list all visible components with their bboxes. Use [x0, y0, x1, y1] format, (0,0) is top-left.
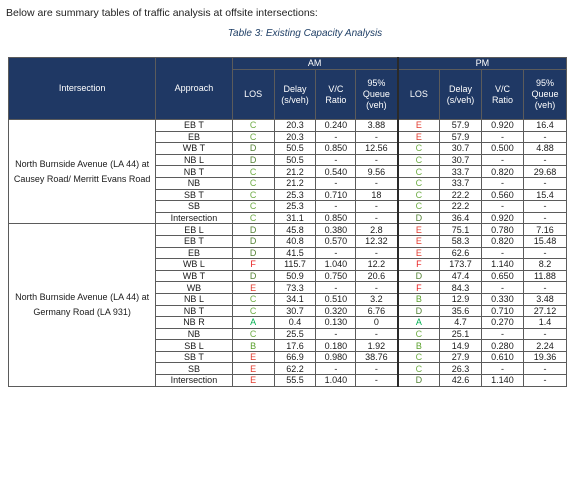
pm-los-cell: A: [398, 317, 440, 329]
pm-vc-cell: 0.820: [481, 235, 523, 247]
am-queue-cell: 3.2: [356, 293, 398, 305]
pm-delay-cell: 30.7: [440, 154, 482, 166]
header-am-queue: 95% Queue (veh): [356, 70, 398, 120]
header-approach: Approach: [156, 58, 232, 120]
am-vc-cell: 1.040: [316, 375, 356, 387]
am-queue-cell: 18: [356, 189, 398, 201]
pm-vc-cell: 0.280: [481, 340, 523, 352]
pm-delay-cell: 58.3: [440, 235, 482, 247]
am-delay-cell: 41.5: [274, 247, 316, 259]
pm-delay-cell: 33.7: [440, 177, 482, 189]
pm-los-cell: E: [398, 235, 440, 247]
am-queue-cell: -: [356, 154, 398, 166]
am-vc-cell: -: [316, 177, 356, 189]
pm-queue-cell: -: [523, 363, 566, 375]
am-vc-cell: 0.240: [316, 120, 356, 132]
am-delay-cell: 73.3: [274, 282, 316, 294]
pm-queue-cell: 11.88: [523, 270, 566, 282]
pm-delay-cell: 57.9: [440, 120, 482, 132]
pm-vc-cell: -: [481, 154, 523, 166]
approach-cell: NB: [156, 328, 232, 340]
pm-vc-cell: 0.330: [481, 293, 523, 305]
pm-vc-cell: 1.140: [481, 259, 523, 271]
am-vc-cell: 0.850: [316, 143, 356, 155]
header-am-los: LOS: [232, 70, 274, 120]
pm-vc-cell: 0.650: [481, 270, 523, 282]
am-vc-cell: -: [316, 154, 356, 166]
header-pm: PM: [398, 58, 567, 70]
pm-vc-cell: -: [481, 201, 523, 213]
am-los-cell: C: [232, 177, 274, 189]
am-los-cell: E: [232, 363, 274, 375]
am-los-cell: D: [232, 235, 274, 247]
pm-queue-cell: -: [523, 282, 566, 294]
pm-vc-cell: 1.140: [481, 375, 523, 387]
intro-text: Below are summary tables of traffic analysis at offsite intersections:: [6, 7, 318, 19]
pm-delay-cell: 4.7: [440, 317, 482, 329]
pm-vc-cell: 0.820: [481, 166, 523, 178]
pm-los-cell: C: [398, 351, 440, 363]
pm-vc-cell: -: [481, 363, 523, 375]
am-delay-cell: 20.3: [274, 120, 316, 132]
am-queue-cell: 2.8: [356, 224, 398, 236]
pm-los-cell: C: [398, 166, 440, 178]
pm-queue-cell: 1.4: [523, 317, 566, 329]
approach-cell: WB T: [156, 270, 232, 282]
pm-queue-cell: 4.88: [523, 143, 566, 155]
am-los-cell: E: [232, 375, 274, 387]
am-queue-cell: -: [356, 177, 398, 189]
am-queue-cell: 38.76: [356, 351, 398, 363]
am-vc-cell: 0.130: [316, 317, 356, 329]
am-delay-cell: 25.3: [274, 201, 316, 213]
table-row: [9, 120, 567, 132]
am-los-cell: C: [232, 120, 274, 132]
pm-los-cell: E: [398, 247, 440, 259]
am-queue-cell: 12.2: [356, 259, 398, 271]
am-queue-cell: 9.56: [356, 166, 398, 178]
am-vc-cell: 1.040: [316, 259, 356, 271]
pm-los-cell: E: [398, 224, 440, 236]
pm-delay-cell: 22.2: [440, 201, 482, 213]
pm-queue-cell: 8.2: [523, 259, 566, 271]
pm-queue-cell: 16.4: [523, 120, 566, 132]
header-pm-delay: Delay (s/veh): [440, 70, 482, 120]
approach-cell: EB: [156, 131, 232, 143]
am-queue-cell: 20.6: [356, 270, 398, 282]
header-am: AM: [232, 58, 398, 70]
header-pm-queue: 95% Queue (veh): [523, 70, 566, 120]
am-queue-cell: 12.56: [356, 143, 398, 155]
am-queue-cell: -: [356, 247, 398, 259]
am-delay-cell: 0.4: [274, 317, 316, 329]
approach-cell: EB L: [156, 224, 232, 236]
pm-delay-cell: 26.3: [440, 363, 482, 375]
am-delay-cell: 50.9: [274, 270, 316, 282]
pm-vc-cell: -: [481, 177, 523, 189]
pm-los-cell: C: [398, 143, 440, 155]
am-delay-cell: 25.3: [274, 189, 316, 201]
am-los-cell: C: [232, 189, 274, 201]
am-queue-cell: -: [356, 131, 398, 143]
am-los-cell: B: [232, 340, 274, 352]
am-los-cell: A: [232, 317, 274, 329]
am-vc-cell: -: [316, 363, 356, 375]
pm-queue-cell: 15.48: [523, 235, 566, 247]
approach-cell: Intersection: [156, 212, 232, 224]
pm-delay-cell: 25.1: [440, 328, 482, 340]
am-vc-cell: -: [316, 131, 356, 143]
am-queue-cell: -: [356, 375, 398, 387]
pm-vc-cell: 0.780: [481, 224, 523, 236]
am-vc-cell: 0.980: [316, 351, 356, 363]
approach-cell: SB T: [156, 189, 232, 201]
am-delay-cell: 55.5: [274, 375, 316, 387]
am-los-cell: C: [232, 201, 274, 213]
pm-delay-cell: 173.7: [440, 259, 482, 271]
pm-queue-cell: 15.4: [523, 189, 566, 201]
am-vc-cell: -: [316, 282, 356, 294]
pm-queue-cell: 29.68: [523, 166, 566, 178]
approach-cell: EB: [156, 247, 232, 259]
header-pm-los: LOS: [398, 70, 440, 120]
pm-los-cell: F: [398, 259, 440, 271]
am-delay-cell: 30.7: [274, 305, 316, 317]
pm-los-cell: C: [398, 154, 440, 166]
pm-vc-cell: -: [481, 282, 523, 294]
table-caption: Table 3: Existing Capacity Analysis: [227, 28, 383, 39]
pm-los-cell: E: [398, 131, 440, 143]
pm-delay-cell: 30.7: [440, 143, 482, 155]
pm-vc-cell: 0.500: [481, 143, 523, 155]
approach-cell: SB: [156, 201, 232, 213]
pm-los-cell: C: [398, 328, 440, 340]
pm-los-cell: C: [398, 201, 440, 213]
approach-cell: NB L: [156, 154, 232, 166]
am-queue-cell: -: [356, 363, 398, 375]
am-delay-cell: 17.6: [274, 340, 316, 352]
am-los-cell: C: [232, 131, 274, 143]
am-vc-cell: -: [316, 328, 356, 340]
approach-cell: EB T: [156, 235, 232, 247]
approach-cell: WB L: [156, 259, 232, 271]
am-delay-cell: 21.2: [274, 177, 316, 189]
intersection-name: North Burnside Avenue (LA 44) at Germany Road (LA 931): [9, 224, 156, 386]
am-delay-cell: 115.7: [274, 259, 316, 271]
am-vc-cell: 0.180: [316, 340, 356, 352]
approach-cell: NB T: [156, 166, 232, 178]
pm-los-cell: C: [398, 177, 440, 189]
pm-delay-cell: 62.6: [440, 247, 482, 259]
pm-delay-cell: 12.9: [440, 293, 482, 305]
am-los-cell: D: [232, 154, 274, 166]
am-delay-cell: 34.1: [274, 293, 316, 305]
pm-vc-cell: 0.920: [481, 212, 523, 224]
pm-vc-cell: -: [481, 328, 523, 340]
pm-vc-cell: 0.270: [481, 317, 523, 329]
am-delay-cell: 66.9: [274, 351, 316, 363]
pm-los-cell: F: [398, 282, 440, 294]
table-body: [9, 120, 567, 387]
pm-queue-cell: -: [523, 328, 566, 340]
am-queue-cell: -: [356, 282, 398, 294]
am-vc-cell: -: [316, 201, 356, 213]
pm-los-cell: D: [398, 212, 440, 224]
am-delay-cell: 21.2: [274, 166, 316, 178]
am-vc-cell: 0.750: [316, 270, 356, 282]
approach-cell: WB T: [156, 143, 232, 155]
pm-queue-cell: -: [523, 247, 566, 259]
am-los-cell: D: [232, 247, 274, 259]
approach-cell: NB R: [156, 317, 232, 329]
approach-cell: WB: [156, 282, 232, 294]
pm-queue-cell: -: [523, 177, 566, 189]
am-vc-cell: 0.570: [316, 235, 356, 247]
pm-queue-cell: 7.16: [523, 224, 566, 236]
pm-los-cell: E: [398, 120, 440, 132]
am-los-cell: E: [232, 282, 274, 294]
approach-cell: NB L: [156, 293, 232, 305]
pm-vc-cell: 0.560: [481, 189, 523, 201]
pm-delay-cell: 57.9: [440, 131, 482, 143]
am-queue-cell: 12.32: [356, 235, 398, 247]
am-los-cell: C: [232, 166, 274, 178]
pm-queue-cell: -: [523, 131, 566, 143]
intersection-name: North Burnside Avenue (LA 44) at Causey Road/ Merritt Evans Road: [9, 120, 156, 224]
capacity-table: [8, 57, 567, 387]
pm-queue-cell: -: [523, 375, 566, 387]
table-header: [9, 58, 567, 120]
am-los-cell: C: [232, 212, 274, 224]
pm-vc-cell: -: [481, 247, 523, 259]
am-delay-cell: 50.5: [274, 143, 316, 155]
approach-cell: SB: [156, 363, 232, 375]
approach-cell: SB T: [156, 351, 232, 363]
am-los-cell: E: [232, 351, 274, 363]
pm-queue-cell: 3.48: [523, 293, 566, 305]
pm-los-cell: B: [398, 340, 440, 352]
am-delay-cell: 62.2: [274, 363, 316, 375]
pm-los-cell: D: [398, 270, 440, 282]
pm-los-cell: D: [398, 375, 440, 387]
pm-delay-cell: 27.9: [440, 351, 482, 363]
header-am-delay: Delay (s/veh): [274, 70, 316, 120]
am-queue-cell: 0: [356, 317, 398, 329]
pm-delay-cell: 22.2: [440, 189, 482, 201]
am-los-cell: D: [232, 143, 274, 155]
header-intersection: Intersection: [9, 58, 156, 120]
am-vc-cell: 0.540: [316, 166, 356, 178]
pm-delay-cell: 35.6: [440, 305, 482, 317]
am-vc-cell: 0.850: [316, 212, 356, 224]
am-vc-cell: 0.380: [316, 224, 356, 236]
am-queue-cell: 6.76: [356, 305, 398, 317]
pm-vc-cell: 0.920: [481, 120, 523, 132]
am-los-cell: D: [232, 224, 274, 236]
pm-los-cell: C: [398, 363, 440, 375]
am-los-cell: F: [232, 259, 274, 271]
am-queue-cell: 3.88: [356, 120, 398, 132]
pm-delay-cell: 84.3: [440, 282, 482, 294]
am-vc-cell: 0.510: [316, 293, 356, 305]
am-delay-cell: 50.5: [274, 154, 316, 166]
pm-los-cell: D: [398, 305, 440, 317]
approach-cell: NB T: [156, 305, 232, 317]
am-los-cell: C: [232, 293, 274, 305]
table-row: [9, 224, 567, 236]
pm-los-cell: B: [398, 293, 440, 305]
approach-cell: SB L: [156, 340, 232, 352]
pm-delay-cell: 33.7: [440, 166, 482, 178]
header-pm-vc: V/C Ratio: [481, 70, 523, 120]
am-delay-cell: 40.8: [274, 235, 316, 247]
pm-delay-cell: 42.6: [440, 375, 482, 387]
pm-queue-cell: 2.24: [523, 340, 566, 352]
pm-los-cell: C: [398, 189, 440, 201]
pm-delay-cell: 75.1: [440, 224, 482, 236]
pm-queue-cell: -: [523, 201, 566, 213]
am-vc-cell: 0.710: [316, 189, 356, 201]
pm-queue-cell: -: [523, 154, 566, 166]
pm-queue-cell: 19.36: [523, 351, 566, 363]
pm-vc-cell: 0.610: [481, 351, 523, 363]
am-queue-cell: 1.92: [356, 340, 398, 352]
pm-delay-cell: 36.4: [440, 212, 482, 224]
approach-cell: Intersection: [156, 375, 232, 387]
pm-queue-cell: 27.12: [523, 305, 566, 317]
am-los-cell: D: [232, 270, 274, 282]
am-queue-cell: -: [356, 328, 398, 340]
am-vc-cell: 0.320: [316, 305, 356, 317]
am-delay-cell: 20.3: [274, 131, 316, 143]
pm-delay-cell: 47.4: [440, 270, 482, 282]
approach-cell: NB: [156, 177, 232, 189]
am-los-cell: C: [232, 305, 274, 317]
pm-vc-cell: -: [481, 131, 523, 143]
am-delay-cell: 31.1: [274, 212, 316, 224]
am-queue-cell: -: [356, 201, 398, 213]
am-queue-cell: -: [356, 212, 398, 224]
am-delay-cell: 25.5: [274, 328, 316, 340]
pm-vc-cell: 0.710: [481, 305, 523, 317]
am-los-cell: C: [232, 328, 274, 340]
am-vc-cell: -: [316, 247, 356, 259]
header-am-vc: V/C Ratio: [316, 70, 356, 120]
am-delay-cell: 45.8: [274, 224, 316, 236]
approach-cell: EB T: [156, 120, 232, 132]
pm-delay-cell: 14.9: [440, 340, 482, 352]
pm-queue-cell: -: [523, 212, 566, 224]
